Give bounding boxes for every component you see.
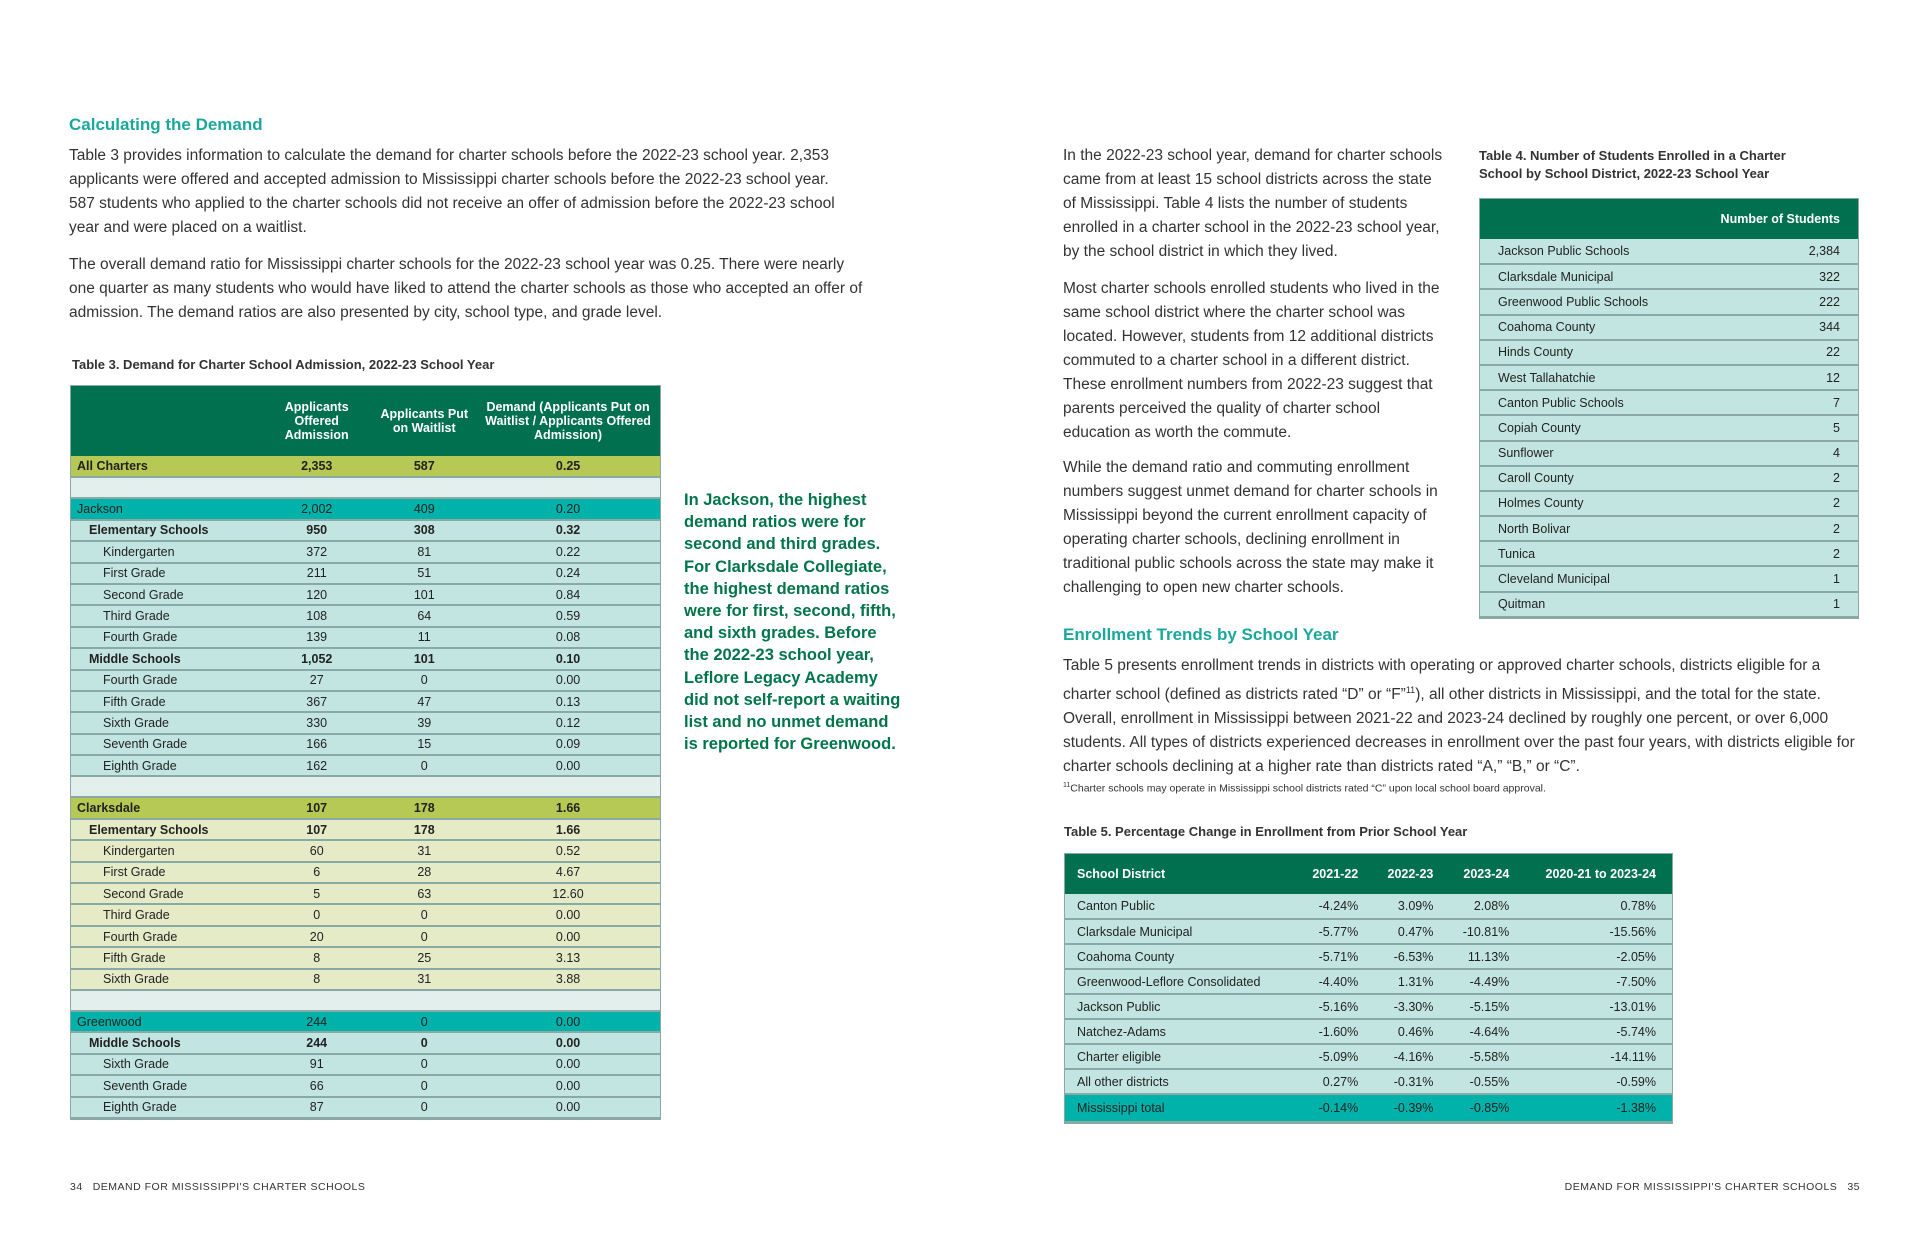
table-cell: -4.24%: [1299, 894, 1374, 919]
table-cell: -1.60%: [1299, 1019, 1374, 1044]
table-cell: 3.09%: [1374, 894, 1449, 919]
table-cell: 0.00: [476, 1011, 660, 1032]
body-paragraph: The overall demand ratio for Mississippi charter schools for the 2022-23 school year was 0.25. There were nearly one quarter as many students who would have liked to attend the charter schools as those who accepted an offer of admission. The demand ratios are also presented by city, school type, and grade level.: [69, 256, 863, 321]
table-row: [71, 797, 660, 818]
table-cell: -6.53%: [1374, 944, 1449, 969]
table-cell: First Grade: [71, 563, 261, 584]
page-number: 35: [1847, 1181, 1860, 1193]
table-row: [71, 712, 660, 733]
table-cell: -5.09%: [1299, 1044, 1374, 1069]
table-cell: Seventh Grade: [71, 734, 261, 755]
table-cell: -5.58%: [1449, 1044, 1525, 1069]
table5-column-header: 2020-21 to 2023-24: [1525, 854, 1672, 894]
table-row: [71, 541, 660, 562]
table-row: [1065, 919, 1672, 944]
table-cell: -0.85%: [1449, 1094, 1525, 1122]
table-cell: -14.11%: [1525, 1044, 1672, 1069]
table-cell: 322: [1687, 264, 1858, 289]
table-cell: [261, 990, 372, 1011]
table-cell: 87: [261, 1097, 372, 1118]
table-cell: [372, 776, 476, 797]
table-cell: Sixth Grade: [71, 712, 261, 733]
table-row: [71, 498, 660, 519]
table-row: [71, 648, 660, 669]
table-cell: [71, 477, 261, 498]
table-cell: Tunica: [1480, 541, 1687, 566]
footnote-ref[interactable]: 11: [1405, 685, 1416, 695]
table-cell: 108: [261, 605, 372, 626]
table-cell: [372, 990, 476, 1011]
table-cell: 8: [261, 947, 372, 968]
table3-column-header: Applicants Offered Admission: [261, 386, 372, 456]
table-cell: 101: [372, 584, 476, 605]
table-cell: 4: [1687, 441, 1858, 466]
table-cell: Clarksdale Municipal: [1065, 919, 1299, 944]
table-cell: 0.25: [476, 456, 660, 477]
footnote: [1063, 782, 1546, 795]
table-cell: 0.46%: [1374, 1019, 1449, 1044]
table-row: [71, 477, 660, 498]
table-row: [1480, 441, 1858, 466]
table-cell: 244: [261, 1032, 372, 1053]
table-cell: Clarksdale: [71, 797, 261, 818]
table-cell: Charter eligible: [1065, 1044, 1299, 1069]
table-cell: -0.39%: [1374, 1094, 1449, 1122]
table-cell: 211: [261, 563, 372, 584]
para-part: ), all other districts in Mississippi, and the total for the state. Overall, enrollment in Mississippi between 2021-22 and 2023-24 declined by roughly one percent, or over 6,000 students. All types of districts experienced decreases in enrollment over the past four years, with districts eligible for charter schools declining at a higher rate than districts rated “A,” “B,” or “C”.: [1063, 686, 1855, 776]
table-cell: 587: [372, 456, 476, 477]
table-cell: 0.00: [476, 1054, 660, 1075]
table-row: [71, 819, 660, 840]
table-cell: Jackson Public: [1065, 994, 1299, 1019]
table-cell: 2: [1687, 466, 1858, 491]
table-cell: 139: [261, 627, 372, 648]
table5-column-header: 2022-23: [1374, 854, 1449, 894]
body-paragraph: Table 3 provides information to calculate the demand for charter schools before the 2022-23 school year. 2,353 applicants were offered and accepted admission to Mississippi charter schools before the 2022-23 school year. 587 students who applied to the charter schools did not receive an offer of admission before the 2022-23 school year and were placed on a waitlist.: [69, 147, 835, 236]
table-cell: 0: [372, 926, 476, 947]
table-cell: -10.81%: [1449, 919, 1525, 944]
footnote-mark: 11: [1063, 782, 1071, 789]
table-cell: -5.15%: [1449, 994, 1525, 1019]
table-cell: 1.31%: [1374, 969, 1449, 994]
table-cell: Coahoma County: [1480, 315, 1687, 340]
table-cell: 178: [372, 797, 476, 818]
table-cell: 0: [372, 1075, 476, 1096]
table-row: [1480, 315, 1858, 340]
table-cell: Coahoma County: [1065, 944, 1299, 969]
table-row: [71, 947, 660, 968]
table3-column-header: Applicants Put on Waitlist: [372, 386, 476, 456]
table-row: [1480, 566, 1858, 591]
body-paragraph: [1063, 654, 1863, 779]
table-cell: -15.56%: [1525, 919, 1672, 944]
table-cell: Holmes County: [1480, 491, 1687, 516]
table-cell: Natchez-Adams: [1065, 1019, 1299, 1044]
table-row: [1480, 516, 1858, 541]
table-cell: [476, 990, 660, 1011]
table-cell: -0.55%: [1449, 1069, 1525, 1094]
table-cell: -0.59%: [1525, 1069, 1672, 1094]
table-cell: 0.00: [476, 1097, 660, 1118]
table-cell: 0.10: [476, 648, 660, 669]
table-cell: -5.71%: [1299, 944, 1374, 969]
table-cell: 31: [372, 969, 476, 990]
table-cell: 162: [261, 755, 372, 776]
table-cell: Sunflower: [1480, 441, 1687, 466]
table-cell: 60: [261, 840, 372, 861]
table-cell: 2,002: [261, 498, 372, 519]
table-cell: [476, 477, 660, 498]
table4-caption: Table 4. Number of Students Enrolled in a Charter School by School District, 2022-23 School Year: [1479, 148, 1786, 181]
table-row: [1480, 491, 1858, 516]
table-cell: Middle Schools: [71, 648, 261, 669]
table-row: [1065, 1044, 1672, 1069]
table-row: [71, 584, 660, 605]
table-cell: Sixth Grade: [71, 1054, 261, 1075]
table-cell: 5: [1687, 415, 1858, 440]
table-cell: 6: [261, 862, 372, 883]
table-cell: 0.13: [476, 691, 660, 712]
table-cell: 0: [372, 1032, 476, 1053]
table-cell: 0: [372, 1011, 476, 1032]
table-cell: Elementary Schools: [71, 520, 261, 541]
body-paragraph: In the 2022-23 school year, demand for charter schools came from at least 15 school districts across the state of Mississippi. Table 4 lists the number of students enrolled in a charter school in the 2022-23 school year, by the school district in which they lived.: [1063, 147, 1443, 260]
table-cell: 0.00: [476, 926, 660, 947]
table3-caption: Table 3. Demand for Charter School Admission, 2022-23 School Year: [72, 357, 495, 372]
table-cell: 367: [261, 691, 372, 712]
table-cell: 0.08: [476, 627, 660, 648]
table-cell: 12: [1687, 365, 1858, 390]
table-cell: -0.31%: [1374, 1069, 1449, 1094]
table-cell: Eighth Grade: [71, 755, 261, 776]
table-cell: 39: [372, 712, 476, 733]
table-row: [1065, 1069, 1672, 1094]
table-cell: Jackson: [71, 498, 261, 519]
table-cell: 0: [372, 755, 476, 776]
table-row: [71, 734, 660, 755]
table-row: [1480, 340, 1858, 365]
table4-header: Number of Students: [1687, 199, 1858, 239]
table-cell: 0: [372, 670, 476, 691]
table-cell: 8: [261, 969, 372, 990]
section-heading: Calculating the Demand: [69, 115, 263, 134]
table-row: [71, 926, 660, 947]
table-cell: 344: [1687, 315, 1858, 340]
table-row: [71, 969, 660, 990]
table-row: [71, 862, 660, 883]
page-footer: [1565, 1181, 1860, 1193]
table-cell: West Tallahatchie: [1480, 365, 1687, 390]
table4: [1479, 198, 1859, 619]
table-cell: All other districts: [1065, 1069, 1299, 1094]
table-cell: 107: [261, 819, 372, 840]
table-cell: 0: [372, 1097, 476, 1118]
table-row: [71, 990, 660, 1011]
table3-column-header: [71, 386, 261, 456]
table-cell: Second Grade: [71, 584, 261, 605]
callout-text: In Jackson, the highest demand ratios were for second and third grades. For Clarksdale Collegiate, the highest demand ratios were for first, second, fifth, and sixth grades. Before the 2022-23 school year, Leflore Legacy Academy did not self-report a waiting list and no unmet demand is reported for Greenwood.: [684, 491, 901, 754]
table-cell: Fourth Grade: [71, 627, 261, 648]
table3-column-header: Demand (Applicants Put on Waitlist / Applicants Offered Admission): [476, 386, 660, 456]
table-cell: Fifth Grade: [71, 691, 261, 712]
table-cell: Eighth Grade: [71, 1097, 261, 1118]
table-cell: 15: [372, 734, 476, 755]
table-cell: 0.00: [476, 755, 660, 776]
page-number: 34: [70, 1181, 83, 1193]
table-cell: 166: [261, 734, 372, 755]
footnote-text: Charter schools may operate in Mississippi school districts rated “C” upon local school board approval.: [1070, 782, 1546, 795]
table-cell: Middle Schools: [71, 1032, 261, 1053]
table-cell: Greenwood Public Schools: [1480, 289, 1687, 314]
table-cell: 0.00: [476, 1032, 660, 1053]
table-cell: -5.77%: [1299, 919, 1374, 944]
table-cell: Hinds County: [1480, 340, 1687, 365]
table-cell: Clarksdale Municipal: [1480, 264, 1687, 289]
table-cell: 0.78%: [1525, 894, 1672, 919]
table-cell: 2,353: [261, 456, 372, 477]
table-cell: Fifth Grade: [71, 947, 261, 968]
table-row: [71, 627, 660, 648]
table-row: [71, 904, 660, 925]
table-row: [71, 605, 660, 626]
table-cell: [476, 776, 660, 797]
table-row: [1065, 894, 1672, 919]
table-cell: 2: [1687, 516, 1858, 541]
table-cell: 22: [1687, 340, 1858, 365]
table-cell: Seventh Grade: [71, 1075, 261, 1096]
table-row: [71, 883, 660, 904]
table-cell: [261, 776, 372, 797]
table-cell: 0.00: [476, 904, 660, 925]
table-cell: Cleveland Municipal: [1480, 566, 1687, 591]
table-cell: 0.09: [476, 734, 660, 755]
table-cell: 28: [372, 862, 476, 883]
table-cell: 12.60: [476, 883, 660, 904]
table-row: [71, 1011, 660, 1032]
table-cell: 0: [372, 1054, 476, 1075]
table-cell: 81: [372, 541, 476, 562]
table-total-row: [1065, 1094, 1672, 1122]
table-cell: Greenwood: [71, 1011, 261, 1032]
table-cell: Jackson Public Schools: [1480, 239, 1687, 264]
table-cell: 0.59: [476, 605, 660, 626]
table-cell: -1.38%: [1525, 1094, 1672, 1122]
para-part: Table 5 presents enrollment trends in districts with operating or approved charter schools, districts eligible for a charter school (defined as districts rated “D” or “F”: [1063, 657, 1821, 704]
table-row: [71, 776, 660, 797]
table-cell: 244: [261, 1011, 372, 1032]
table-row: [1065, 944, 1672, 969]
table-cell: -3.30%: [1374, 994, 1449, 1019]
table-cell: 950: [261, 520, 372, 541]
table-cell: 178: [372, 819, 476, 840]
table-row: [71, 670, 660, 691]
table-cell: 91: [261, 1054, 372, 1075]
table-cell: Second Grade: [71, 883, 261, 904]
table-cell: 1: [1687, 592, 1858, 617]
table-cell: 2: [1687, 541, 1858, 566]
table-cell: 31: [372, 840, 476, 861]
table-cell: -4.40%: [1299, 969, 1374, 994]
table-cell: 0.22: [476, 541, 660, 562]
table-row: [1480, 289, 1858, 314]
table-cell: Mississippi total: [1065, 1094, 1299, 1122]
table-cell: -0.14%: [1299, 1094, 1374, 1122]
table-cell: -4.16%: [1374, 1044, 1449, 1069]
table-cell: Caroll County: [1480, 466, 1687, 491]
table-cell: Canton Public: [1065, 894, 1299, 919]
table-row: [71, 1054, 660, 1075]
table-row: [71, 563, 660, 584]
table-cell: [71, 990, 261, 1011]
table-cell: 372: [261, 541, 372, 562]
table-row: [71, 755, 660, 776]
table-cell: Fourth Grade: [71, 670, 261, 691]
table-cell: -13.01%: [1525, 994, 1672, 1019]
table-cell: 409: [372, 498, 476, 519]
table-cell: 7: [1687, 390, 1858, 415]
section-heading: Enrollment Trends by School Year: [1063, 625, 1339, 644]
table-row: [71, 1032, 660, 1053]
page-footer: [70, 1181, 365, 1193]
table-cell: 0.47%: [1374, 919, 1449, 944]
table-cell: 11: [372, 627, 476, 648]
table-row: [1480, 239, 1858, 264]
table-cell: [261, 477, 372, 498]
table-cell: 0.27%: [1299, 1069, 1374, 1094]
footer-title: DEMAND FOR MISSISSIPPI'S CHARTER SCHOOLS: [1564, 1181, 1838, 1193]
body-paragraph: Most charter schools enrolled students who lived in the same school district where the charter school was located. However, students from 12 additional districts commuted to a charter school in a different district. These enrollment numbers from 2022-23 suggest that parents perceived the quality of charter school education as worth the commute.: [1063, 280, 1440, 441]
table-cell: Kindergarten: [71, 541, 261, 562]
table-row: [1480, 415, 1858, 440]
table-cell: 20: [261, 926, 372, 947]
table-cell: -4.64%: [1449, 1019, 1525, 1044]
table-cell: 2,384: [1687, 239, 1858, 264]
table-cell: First Grade: [71, 862, 261, 883]
table-cell: 63: [372, 883, 476, 904]
body-paragraph: While the demand ratio and commuting enrollment numbers suggest unmet demand for charter schools in Mississippi beyond the current enrollment capacity of operating charter schools, declining enrollment in traditional public schools across the state may make it challenging to open new charter schools.: [1063, 459, 1438, 596]
table-cell: 120: [261, 584, 372, 605]
table-cell: 64: [372, 605, 476, 626]
footer-title: DEMAND FOR MISSISSIPPI'S CHARTER SCHOOLS: [92, 1181, 366, 1193]
table-cell: 3.88: [476, 969, 660, 990]
table5: [1064, 853, 1673, 1124]
table-row: [1480, 541, 1858, 566]
table-row: [1480, 592, 1858, 617]
table-cell: North Bolivar: [1480, 516, 1687, 541]
table-row: [1480, 264, 1858, 289]
table-cell: 0.52: [476, 840, 660, 861]
table-cell: 330: [261, 712, 372, 733]
table-cell: 308: [372, 520, 476, 541]
table-cell: 11.13%: [1449, 944, 1525, 969]
table-cell: 1.66: [476, 797, 660, 818]
table-row: [71, 520, 660, 541]
table-row: [71, 1075, 660, 1096]
table-cell: Quitman: [1480, 592, 1687, 617]
table-cell: -5.74%: [1525, 1019, 1672, 1044]
table-cell: 1.66: [476, 819, 660, 840]
table-row: [71, 1097, 660, 1118]
table-cell: 0.32: [476, 520, 660, 541]
table-cell: 66: [261, 1075, 372, 1096]
table-cell: 25: [372, 947, 476, 968]
table5-column-header: 2023-24: [1449, 854, 1525, 894]
table5-column-header: School District: [1065, 854, 1299, 894]
table-cell: 4.67: [476, 862, 660, 883]
table-cell: 1,052: [261, 648, 372, 669]
table-cell: [372, 477, 476, 498]
table-cell: -4.49%: [1449, 969, 1525, 994]
table-cell: 3.13: [476, 947, 660, 968]
table-cell: Canton Public Schools: [1480, 390, 1687, 415]
table-cell: 5: [261, 883, 372, 904]
table-cell: Third Grade: [71, 904, 261, 925]
table-row: [1065, 994, 1672, 1019]
table-cell: 27: [261, 670, 372, 691]
table-cell: Greenwood-Leflore Consolidated: [1065, 969, 1299, 994]
table-cell: All Charters: [71, 456, 261, 477]
table-cell: 47: [372, 691, 476, 712]
table-cell: 51: [372, 563, 476, 584]
table-cell: -5.16%: [1299, 994, 1374, 1019]
table-cell: Elementary Schools: [71, 819, 261, 840]
table5-caption: Table 5. Percentage Change in Enrollment from Prior School Year: [1064, 824, 1468, 839]
table-row: [1065, 1019, 1672, 1044]
table5-column-header: 2021-22: [1299, 854, 1374, 894]
table-row: [1065, 969, 1672, 994]
table-row: [1480, 390, 1858, 415]
table-row: [71, 456, 660, 477]
table-cell: 0.84: [476, 584, 660, 605]
table-row: [71, 691, 660, 712]
table-cell: 0: [261, 904, 372, 925]
table-cell: 1: [1687, 566, 1858, 591]
table-cell: 2: [1687, 491, 1858, 516]
table-row: [1480, 365, 1858, 390]
table-cell: Fourth Grade: [71, 926, 261, 947]
table-cell: 0.24: [476, 563, 660, 584]
table-cell: 0.00: [476, 1075, 660, 1096]
table-cell: Kindergarten: [71, 840, 261, 861]
table-cell: Third Grade: [71, 605, 261, 626]
table-cell: Sixth Grade: [71, 969, 261, 990]
table-cell: -2.05%: [1525, 944, 1672, 969]
table-cell: 0: [372, 904, 476, 925]
table-cell: 2.08%: [1449, 894, 1525, 919]
table-cell: Copiah County: [1480, 415, 1687, 440]
table-cell: 222: [1687, 289, 1858, 314]
table-cell: -7.50%: [1525, 969, 1672, 994]
table-cell: [71, 776, 261, 797]
table-cell: 0.12: [476, 712, 660, 733]
table-row: [71, 840, 660, 861]
table-cell: 0.20: [476, 498, 660, 519]
table-cell: 107: [261, 797, 372, 818]
table-row: [1480, 466, 1858, 491]
table-cell: 0.00: [476, 670, 660, 691]
table3: [70, 385, 661, 1120]
table-cell: 101: [372, 648, 476, 669]
